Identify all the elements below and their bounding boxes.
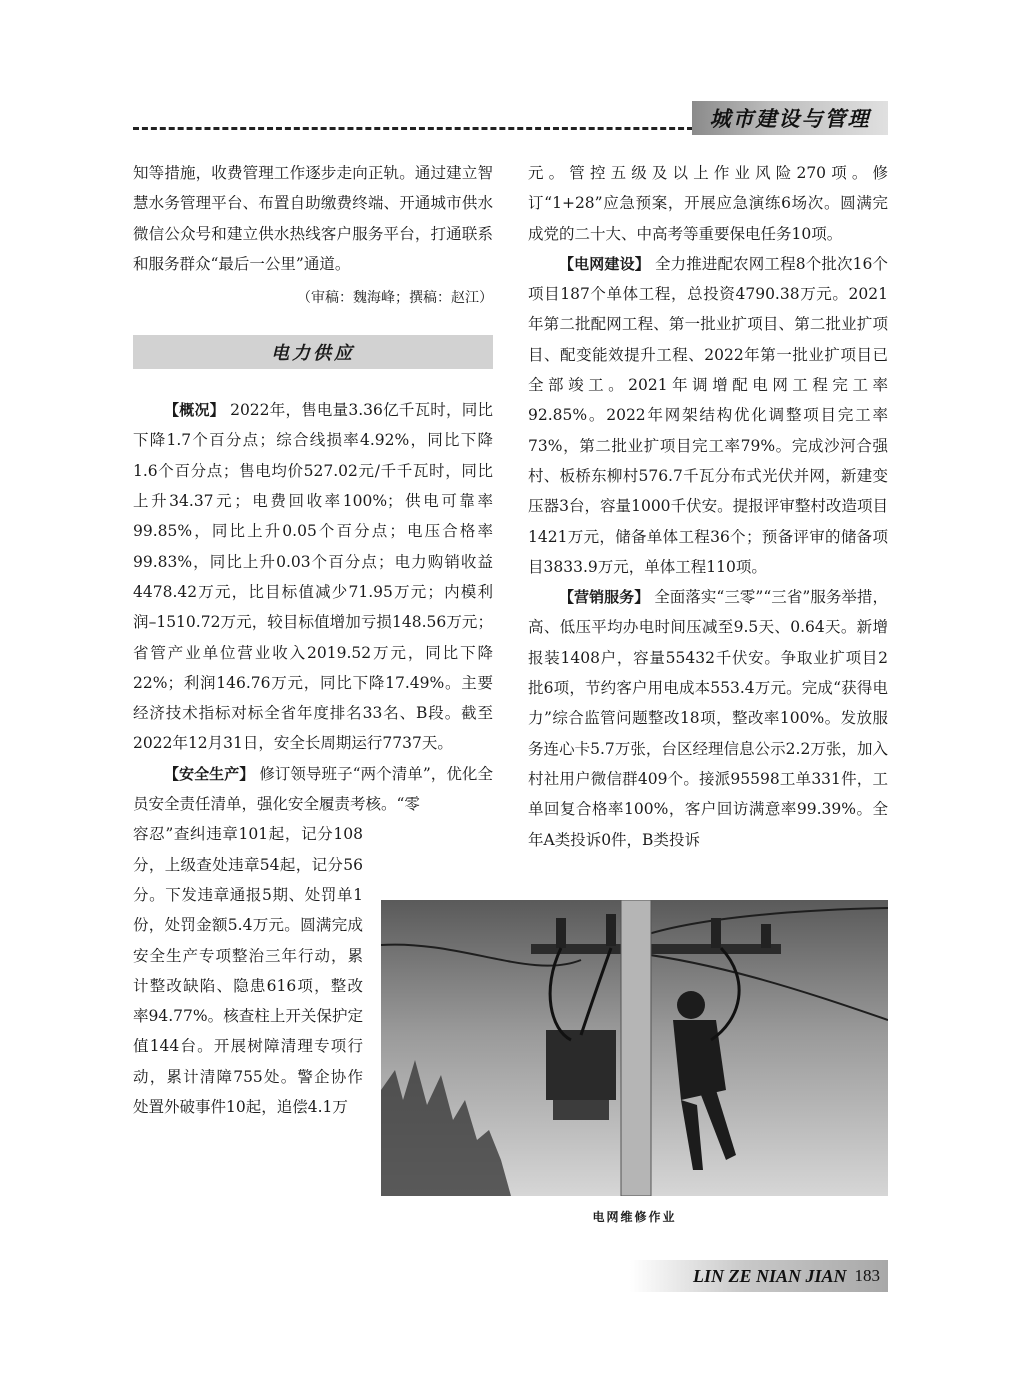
photo-caption: 电网维修作业	[592, 1210, 677, 1224]
paragraph-marketing-service	[528, 582, 888, 855]
section-heading: 电力供应	[271, 343, 355, 365]
editor-credit: （审稿：魏海峰；撰稿：赵江）	[297, 290, 493, 307]
safety-tag: 【安全生产】	[164, 764, 255, 783]
header-dashed-rule	[133, 127, 693, 130]
paragraph-safety-continued: 容忍”查纠违章101起，记分108分，上级查处违章54起，记分56分。下发违章通报5期、处罚单1份，处罚金额5.4万元。圆满完成安全生产专项整治三年行动，累计整改缺陷、隐患616项，整改率94.77%。核查柱上开关保护定值144台。开展树障清理专项行动，累计清障755处。警企协作处置外破事件10起，追偿4.1万	[133, 825, 363, 1117]
paragraph-overview	[133, 395, 493, 759]
section-heading-band	[133, 335, 493, 369]
section-spacer	[133, 369, 493, 395]
section-header-tab	[692, 101, 888, 135]
marketing-text: 全面落实“三零”“三省”服务举措，高、低压平均办电时间压减至9.5天、0.64天。新增报装1408户，容量55432千伏安。争取业扩项目2批6项，节约客户用电成本553.4万元。完成“获得电力”综合监管问题整改18项，整改率100%。发放服务连心卡5.7万张，台区经理信息公示2.2万张，加入村社用户微信群409个。接派95598工单331件，工单回复合格率100%，客户回访满意率99.39%。全年A类投诉0件，B类投诉	[528, 588, 888, 849]
photo-illustration	[381, 900, 888, 1196]
paragraph-grid-construction	[528, 249, 888, 582]
footer-band	[630, 1260, 888, 1292]
marketing-tag: 【营销服务】	[559, 588, 650, 607]
overview-text: 2022年，售电量3.36亿千瓦时，同比下降1.7个百分点；综合线损率4.92%，同比下降1.6个百分点；售电均价527.02元/千千瓦时，同比上升34.37元；电费回收率100%；供电可靠率99.85%，同比上升0.05个百分点；电压合格率99.83%，同比上升0.03个百分点；电力购销收益4478.42万元，比目标值减少71.95万元；内模利润–1510.72万元，较目标值增加亏损148.56万元；省管产业单位营业收入2019.52万元，同比下降22%；利润146.76万元，同比下降17.49%。主要经济技术指标对标全省年度排名33名、B段。截至2022年12月31日，安全长周期运行7737天。	[133, 401, 493, 753]
paragraph-risk-control: 元。管控五级及以上作业风险270项。修订“1+28”应急预案，开展应急演练6场次。圆满完成党的二十大、中高考等重要保电任务10项。	[528, 164, 888, 243]
right-column	[528, 158, 888, 855]
overview-tag: 【概况】	[164, 401, 225, 420]
photo-grid-maintenance	[381, 900, 888, 1196]
paragraph-safety	[133, 759, 493, 820]
grid-tag: 【电网建设】	[559, 254, 650, 273]
page-number: 183	[854, 1266, 880, 1285]
paragraph-water-service: 知等措施，收费管理工作逐步走向正轨。通过建立智慧水务管理平台、布置自助缴费终端、开通城市供水微信公众号和建立供水热线客户服务平台，打通联系和服务群众“最后一公里”通道。	[133, 164, 493, 273]
magazine-name: LIN ZE NIAN JIAN	[692, 1265, 847, 1286]
safety-text-wide: 修订领导班子“两个清单”，优化全员安全责任清单，强化安全履责考核。“零	[133, 764, 493, 814]
grid-text: 全力推进配农网工程8个批次16个项目187个单体工程，总投资4790.38万元。2021年第二批配网工程、第一批业扩项目、第二批业扩项目、配变能效提升工程、2022年第一批业扩项目已全部竣工。2021年调增配电网工程完工率92.85%。2022年网架结构优化调整项目完工率73%，第二批业扩项目完工率79%。完成沙河合强村、板桥东柳村576.7千瓦分布式光伏并网，新建变压器3台，容量1000千伏安。提报评审整村改造项目1421万元，储备单体工程36个；预备评审的储备项目3833.9万元，单体工程110项。	[528, 254, 888, 576]
section-header-title: 城市建设与管理	[709, 107, 871, 131]
